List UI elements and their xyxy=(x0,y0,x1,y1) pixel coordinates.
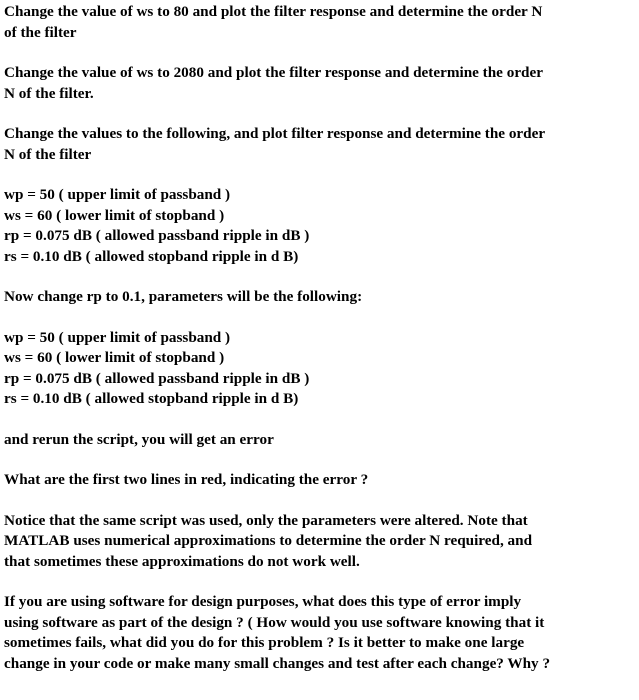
text-line: and rerun the script, you will get an error xyxy=(4,430,274,448)
parameter-list-second xyxy=(4,328,634,410)
text-line: Change the value of ws to 2080 and plot the filter response and determine the order xyxy=(4,64,543,81)
text-line: Now change rp to 0.1, parameters will be the following: xyxy=(4,288,363,305)
text-line: using software as part of the design ? ( How would you use software knowing that it xyxy=(4,613,545,631)
paragraph-software-design-question xyxy=(4,592,634,674)
param-rp: rp = 0.075 dB ( allowed passband ripple in dB ) xyxy=(4,227,310,244)
text-line: What are the first two lines in red, indicating the error ? xyxy=(4,471,369,488)
paragraph-change-ws-2080 xyxy=(4,63,634,104)
text-line: MATLAB uses numerical approximations to determine the order N required, and xyxy=(4,532,533,549)
text-line: Notice that the same script was used, only the parameters were altered. Note that xyxy=(4,511,528,529)
paragraph-rerun-script xyxy=(4,430,634,451)
param-rs: rs = 0.10 dB ( allowed stopband ripple in d B) xyxy=(4,247,299,265)
param-wp: wp = 50 ( upper limit of passband ) xyxy=(4,186,231,203)
paragraph-notice-matlab xyxy=(4,511,634,573)
parameter-list-first xyxy=(4,185,634,267)
param-ws: ws = 60 ( lower limit of stopband ) xyxy=(4,349,225,366)
text-line: N of the filter xyxy=(4,145,92,163)
text-line: of the filter xyxy=(4,23,77,41)
text-line: If you are using software for design purposes, what does this type of error imply xyxy=(4,593,522,610)
document-page xyxy=(4,2,634,694)
text-line: that sometimes these approximations do not work well. xyxy=(4,552,360,570)
text-line: change in your code or make many small changes and test after each change? Why ? xyxy=(4,654,551,672)
text-line: Change the value of ws to 80 and plot the filter response and determine the order N xyxy=(4,3,543,20)
param-ws: ws = 60 ( lower limit of stopband ) xyxy=(4,206,225,224)
param-rs: rs = 0.10 dB ( allowed stopband ripple in d B) xyxy=(4,390,299,407)
text-line: N of the filter. xyxy=(4,84,94,102)
text-line: sometimes fails, what did you do for this problem ? Is it better to make one large xyxy=(4,634,525,651)
paragraph-change-rp xyxy=(4,287,634,308)
paragraph-change-values xyxy=(4,124,634,165)
paragraph-question-red-lines xyxy=(4,470,634,491)
param-wp: wp = 50 ( upper limit of passband ) xyxy=(4,328,231,346)
param-rp: rp = 0.075 dB ( allowed passband ripple in dB ) xyxy=(4,369,310,387)
text-line: Change the values to the following, and plot filter response and determine the order xyxy=(4,125,546,142)
paragraph-change-ws-80 xyxy=(4,2,634,43)
